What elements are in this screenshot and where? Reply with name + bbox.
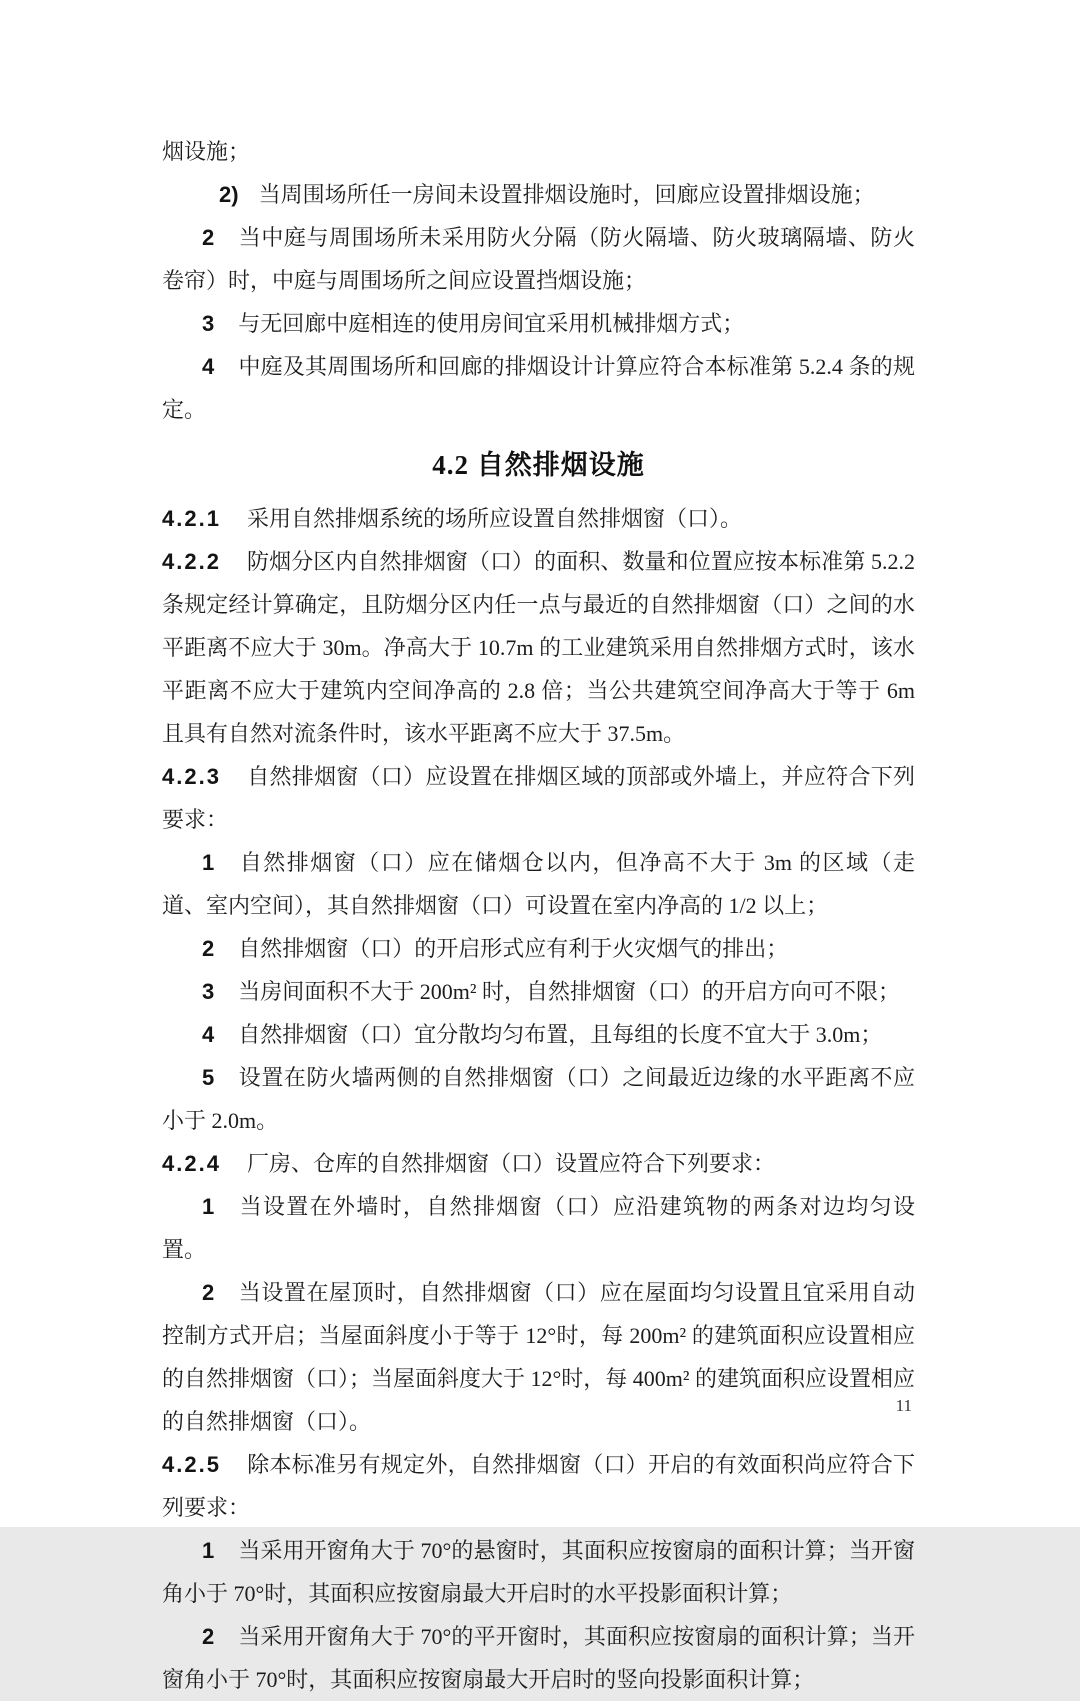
clause-4-2-1 <box>162 497 915 540</box>
clause-text: 除本标准另有规定外，自然排烟窗（口）开启的有效面积尚应符合下列要求： <box>162 1452 915 1520</box>
item-text: 中庭及其周围场所和回廊的排烟设计计算应符合本标准第 5.2.4 条的规定。 <box>162 354 915 422</box>
item-text: 当设置在外墙时，自然排烟窗（口）应沿建筑物的两条对边均匀设置。 <box>162 1194 915 1262</box>
item-number: 2 <box>202 936 215 961</box>
item-number: 4 <box>202 354 215 379</box>
list-item <box>162 1185 915 1271</box>
clause-number: 4.2.4 <box>162 1151 221 1176</box>
page-content <box>162 130 915 1701</box>
section-heading: 4.2 自然排烟设施 <box>432 450 645 480</box>
item-text: 设置在防火墙两侧的自然排烟窗（口）之间最近边缘的水平距离不应小于 2.0m。 <box>162 1065 915 1133</box>
item-number: 2 <box>202 1624 215 1649</box>
clause-text: 厂房、仓库的自然排烟窗（口）设置应符合下列要求： <box>246 1151 775 1176</box>
list-item <box>162 927 915 970</box>
item-number: 3 <box>202 311 215 336</box>
list-sub-item <box>162 173 915 216</box>
item-text: 自然排烟窗（口）应在储烟仓以内，但净高不大于 3m 的区域（走道、室内空间），其自然排烟窗（口）可设置在室内净高的 1/2 以上； <box>162 850 915 918</box>
clause-number: 4.2.1 <box>162 506 221 531</box>
item-number: 2 <box>202 225 215 250</box>
item-number: 3 <box>202 979 215 1004</box>
item-text: 当采用开窗角大于 70°的平开窗时，其面积应按窗扇的面积计算；当开窗角小于 70°时，其面积应按窗扇最大开启时的竖向投影面积计算； <box>162 1624 915 1692</box>
list-item <box>162 1013 915 1056</box>
paragraph-text: 烟设施； <box>162 139 251 164</box>
item-text: 当采用开窗角大于 70°的悬窗时，其面积应按窗扇的面积计算；当开窗角小于 70°时，其面积应按窗扇最大开启时的水平投影面积计算； <box>162 1538 915 1606</box>
list-item <box>162 345 915 431</box>
clause-4-2-2 <box>162 540 915 755</box>
clause-text: 防烟分区内自然排烟窗（口）的面积、数量和位置应按本标准第 5.2.2 条规定经计算确定，且防烟分区内任一点与最近的自然排烟窗（口）之间的水平距离不应大于 30m。净高大于 10.7m 的工业建筑采用自然排烟方式时，该水平距离不应大于建筑内空间净高的 2.8 倍；当公共建筑空间净高大于等于 6m 且具有自然对流条件时，该水平距离不应大于 37.5m。 <box>162 549 915 746</box>
item-number: 1 <box>202 850 215 875</box>
list-item <box>162 216 915 302</box>
item-text: 自然排烟窗（口）的开启形式应有利于火灾烟气的排出； <box>238 936 789 961</box>
item-number: 1 <box>202 1194 215 1219</box>
list-item <box>162 970 915 1013</box>
sub-item-text: 当周围场所任一房间未设置排烟设施时，回廊应设置排烟设施； <box>258 182 875 207</box>
page-number: 11 <box>895 1396 912 1415</box>
item-number: 5 <box>202 1065 215 1090</box>
clause-4-2-4 <box>162 1142 915 1185</box>
clause-text: 自然排烟窗（口）应设置在排烟区域的顶部或外墙上，并应符合下列要求： <box>162 764 915 832</box>
list-item <box>162 1056 915 1142</box>
list-item <box>162 1529 915 1615</box>
item-text: 当房间面积不大于 200m² 时，自然排烟窗（口）的开启方向可不限； <box>238 979 900 1004</box>
item-text: 与无回廊中庭相连的使用房间宜采用机械排烟方式； <box>238 311 745 336</box>
clause-number: 4.2.5 <box>162 1452 221 1477</box>
list-item <box>162 1271 915 1443</box>
sub-item-number: 2) <box>219 182 239 207</box>
list-item <box>162 841 915 927</box>
clause-4-2-3 <box>162 755 915 841</box>
paragraph-continuation <box>162 130 915 173</box>
item-text: 自然排烟窗（口）宜分散均匀布置，且每组的长度不宜大于 3.0m； <box>238 1022 883 1047</box>
clause-number: 4.2.2 <box>162 549 221 574</box>
item-text: 当中庭与周围场所未采用防火分隔（防火隔墙、防火玻璃隔墙、防火卷帘）时，中庭与周围场所之间应设置挡烟设施； <box>162 225 915 293</box>
item-number: 1 <box>202 1538 215 1563</box>
clause-number: 4.2.3 <box>162 764 221 789</box>
list-item <box>162 302 915 345</box>
item-number: 4 <box>202 1022 215 1047</box>
item-number: 2 <box>202 1280 215 1305</box>
clause-4-2-5 <box>162 1443 915 1529</box>
clause-text: 采用自然排烟系统的场所应设置自然排烟窗（口）。 <box>246 506 742 531</box>
item-text: 当设置在屋顶时，自然排烟窗（口）应在屋面均匀设置且宜采用自动控制方式开启；当屋面斜度小于等于 12°时，每 200m² 的建筑面积应设置相应的自然排烟窗（口）；当屋面斜度大于 12°时，每 400m² 的建筑面积应设置相应的自然排烟窗（口）。 <box>162 1280 916 1434</box>
list-item <box>162 1615 915 1701</box>
